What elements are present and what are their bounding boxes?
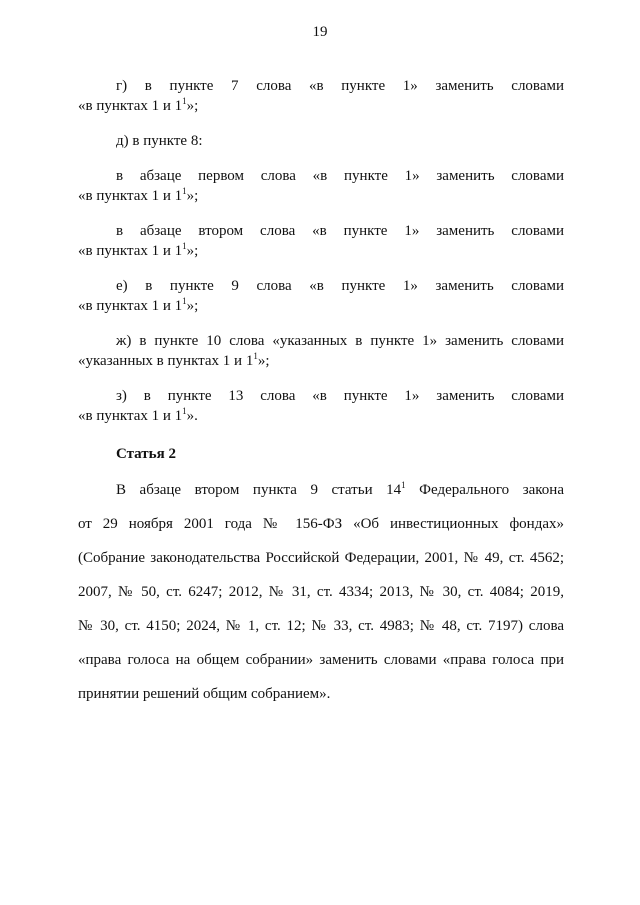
item-e-line-1: е) в пункте 9 слова «в пункте 1» заменить словами: [116, 278, 564, 294]
document-body: [78, 76, 564, 717]
item-d-abz1-line-1: в абзаце первом слова «в пункте 1» заменить словами: [116, 168, 564, 184]
item-d-abz2-line-1: в абзаце втором слова «в пункте 1» заменить словами: [116, 223, 564, 239]
item-g-line-2: «в пунктах 1 и $1^1$»;: [78, 96, 199, 114]
article-2-line-5: № 30, ст. 4150; 2024, № 1, ст. 12; № 33, ст. 4983; № 48, ст. 7197) слова: [78, 618, 564, 634]
article-2-line-6: «права голоса на общем собрании» заменить словами «права голоса при: [78, 652, 564, 668]
article-2-line-7: принятии решений общим собранием».: [78, 686, 331, 702]
item-zh-line-2: «указанных в пунктах 1 и $1^1$»;: [78, 351, 270, 369]
item-z-line-1: з) в пункте 13 слова «в пункте 1» заменить словами: [116, 388, 564, 404]
article-2-paragraph: [78, 479, 564, 705]
item-zh-line-1: ж) в пункте 10 слова «указанных в пункте 1» заменить словами: [116, 333, 564, 349]
item-e-line-2: «в пунктах 1 и $1^1$»;: [78, 296, 199, 314]
item-d-abz1-line-2: «в пунктах 1 и $1^1$»;: [78, 186, 199, 204]
item-d-line: д) в пункте 8:: [116, 133, 203, 149]
item-g-line-1: г) в пункте 7 слова «в пункте 1» заменить словами: [116, 78, 564, 94]
item-z-line-2: «в пунктах 1 и $1^1$».: [78, 406, 198, 424]
article-2-line-1: В абзаце втором пункта 9 статьи $14^1$ Федерального закона: [116, 480, 564, 498]
item-d-abz2-line-2: «в пунктах 1 и $1^1$»;: [78, 241, 199, 259]
page-number: 19: [312, 24, 328, 40]
article-heading: Статья 2: [116, 446, 176, 462]
article-2-line-4: 2007, № 50, ст. 6247; 2012, № 31, ст. 4334; 2013, № 30, ст. 4084; 2019,: [78, 584, 564, 600]
article-2-line-3: (Собрание законодательства Российской Федерации, 2001, № 49, ст. 4562;: [78, 550, 564, 566]
article-2-line-2: от 29 ноября 2001 года № 156-ФЗ «Об инвестиционных фондах»: [78, 516, 564, 532]
